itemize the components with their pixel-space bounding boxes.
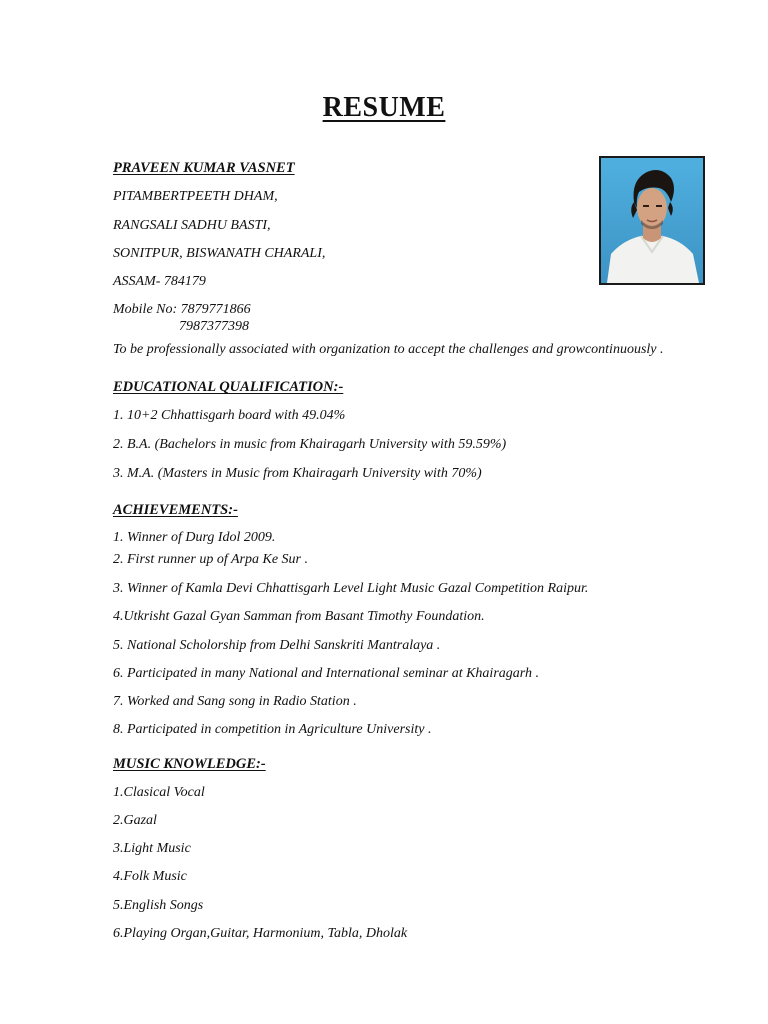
music-item-4: 4.Folk Music [113,869,187,884]
mobile-number: Mobile No: 7879771866 [113,302,251,317]
education-item-3: 3. M.A. (Masters in Music from Khairagarh University with 70%) [113,466,482,481]
achievement-item-2: 2. First runner up of Arpa Ke Sur . [113,552,308,567]
resume-title: RESUME [322,92,446,123]
music-item-6: 6.Playing Organ,Guitar, Harmonium, Tabla, Dholak [113,926,408,941]
address-line-1: PITAMBERTPEETH DHAM, [113,189,278,204]
achievement-item-6: 6. Participated in many National and International seminar at Khairagarh . [113,666,539,681]
education-item-1: 1. 10+2 Chhattisgarh board with 49.04% [113,408,346,423]
objective-text: To be professionally associated with organization to accept the challenges and growcontinuously . [113,342,664,357]
education-heading: EDUCATIONAL QUALIFICATION:- [113,379,344,395]
candidate-name: PRAVEEN KUMAR VASNET [113,160,295,176]
achievements-heading: ACHIEVEMENTS:- [113,502,238,518]
mobile-number-secondary: 7987377398 [179,319,249,334]
education-item-2: 2. B.A. (Bachelors in music from Khairagarh University with 59.59%) [113,437,507,452]
music-knowledge-heading: MUSIC KNOWLEDGE:- [113,756,266,772]
achievement-item-1: 1. Winner of Durg Idol 2009. [113,530,276,545]
portrait-photo-icon [601,158,703,283]
music-item-1: 1.Clasical Vocal [113,785,205,800]
achievement-item-4: 4.Utkrisht Gazal Gyan Samman from Basant Timothy Foundation. [113,609,485,624]
music-item-2: 2.Gazal [113,813,157,828]
achievement-item-8: 8. Participated in competition in Agriculture University . [113,722,432,737]
achievement-item-3: 3. Winner of Kamla Devi Chhattisgarh Level Light Music Gazal Competition Raipur. [113,581,589,596]
address-line-2: RANGSALI SADHU BASTI, [113,218,271,233]
address-line-4: ASSAM- 784179 [113,274,206,289]
achievement-item-7: 7. Worked and Sang song in Radio Station . [113,694,357,709]
profile-photo [599,156,705,285]
music-item-3: 3.Light Music [113,841,191,856]
address-line-3: SONITPUR, BISWANATH CHARALI, [113,246,326,261]
achievement-item-5: 5. National Scholorship from Delhi Sanskriti Mantralaya . [113,638,441,653]
music-item-5: 5.English Songs [113,898,204,913]
